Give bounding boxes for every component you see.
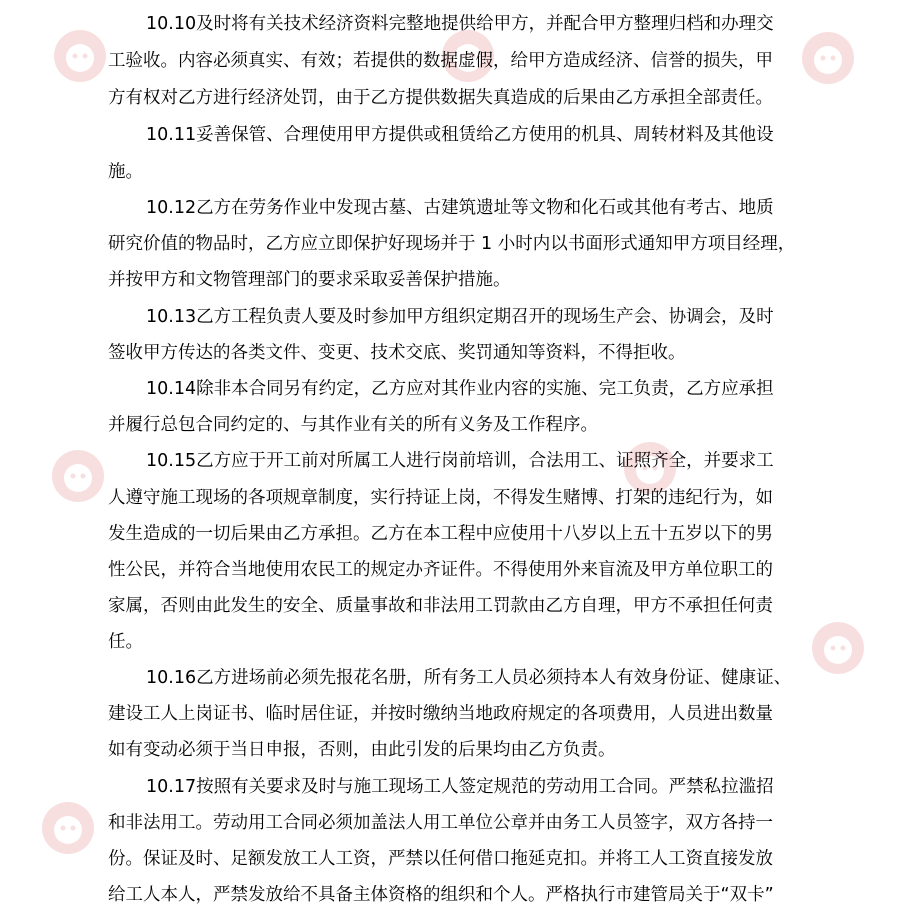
paragraph-10-16-line-3: 如有变动必须于当日申报，否则，由此引发的后果均由乙方负责。 bbox=[108, 740, 616, 760]
paragraph-10-13-line-2: 签收甲方传达的各类文件、变更、技术交底、奖罚通知等资料，不得拒收。 bbox=[108, 343, 686, 363]
clause-number: 10.13 bbox=[146, 307, 197, 327]
paragraph-10-17-line-4: 给工人本人，严禁发放给不具备主体资格的组织和个人。严格执行市建管局关于“双卡” bbox=[108, 885, 774, 905]
paragraph-10-15-line-1 bbox=[146, 451, 774, 471]
paragraph-10-11-line-2: 施。 bbox=[108, 162, 143, 182]
clause-text: 乙方在劳务作业中发现古墓、古建筑遗址等文物和化石或其他有考古、地质 bbox=[196, 198, 774, 218]
paragraph-10-15-line-4: 性公民，并符合当地使用农民工的规定办齐证件。不得使用外来盲流及甲方单位职工的 bbox=[108, 560, 773, 580]
clause-text: 乙方工程负责人要及时参加甲方组织定期召开的现场生产会、协调会，及时 bbox=[196, 307, 774, 327]
paragraph-10-10-line-2: 工验收。内容必须真实、有效；若提供的数据虚假，给甲方造成经济、信誉的损失，甲 bbox=[108, 51, 773, 71]
paragraph-10-16-line-2: 建设工人上岗证书、临时居住证，并按时缴纳当地政府规定的各项费用，人员进出数量 bbox=[108, 704, 773, 724]
clause-text: 乙方应于开工前对所属工人进行岗前培训，合法用工、证照齐全，并要求工 bbox=[196, 451, 774, 471]
paragraph-10-17-line-1 bbox=[146, 777, 774, 797]
paragraph-10-12-line-2: 研究价值的物品时，乙方应立即保护好现场并于 1 小时内以书面形式通知甲方项目经理， bbox=[108, 234, 796, 254]
paragraph-10-17-line-2: 和非法用工。劳动用工合同必须加盖法人用工单位公章并由务工人员签字，双方各持一 bbox=[108, 813, 773, 833]
paragraph-10-12-line-3: 并按甲方和文物管理部门的要求采取妥善保护措施。 bbox=[108, 270, 511, 290]
watermark-logo-icon bbox=[50, 448, 106, 504]
paragraph-10-11-line-1 bbox=[146, 125, 774, 145]
clause-number: 10.16 bbox=[146, 668, 197, 688]
watermark-logo-icon bbox=[800, 30, 856, 86]
paragraph-10-14-line-1 bbox=[146, 379, 774, 399]
paragraph-10-10-line-3: 方有权对乙方进行经济处罚，由于乙方提供数据失真造成的后果由乙方承担全部责任。 bbox=[108, 88, 773, 108]
watermark-logo-icon bbox=[52, 28, 108, 84]
clause-number: 10.12 bbox=[146, 198, 197, 218]
clause-number: 10.17 bbox=[146, 777, 197, 797]
clause-number: 10.15 bbox=[146, 451, 197, 471]
clause-number: 10.10 bbox=[146, 14, 197, 34]
paragraph-10-15-line-6: 任。 bbox=[108, 632, 143, 652]
paragraph-10-12-line-1 bbox=[146, 198, 774, 218]
paragraph-10-13-line-1 bbox=[146, 307, 774, 327]
clause-text: 妥善保管、合理使用甲方提供或租赁给乙方使用的机具、周转材料及其他设 bbox=[196, 125, 774, 145]
clause-number: 10.14 bbox=[146, 379, 197, 399]
clause-text: 除非本合同另有约定，乙方应对其作业内容的实施、完工负责，乙方应承担 bbox=[196, 379, 774, 399]
paragraph-10-10-line-1 bbox=[146, 14, 774, 34]
paragraph-10-15-line-3: 发生造成的一切后果由乙方承担。乙方在本工程中应使用十八岁以上五十五岁以下的男 bbox=[108, 524, 773, 544]
paragraph-10-14-line-2: 并履行总包合同约定的、与其作业有关的所有义务及工作程序。 bbox=[108, 415, 598, 435]
paragraph-10-17-line-3: 份。保证及时、足额发放工人工资，严禁以任何借口拖延克扣。并将工人工资直接发放 bbox=[108, 849, 773, 869]
paragraph-10-16-line-1 bbox=[146, 668, 791, 688]
paragraph-10-15-line-5: 家属，否则由此发生的安全、质量事故和非法用工罚款由乙方自理，甲方不承担任何责 bbox=[108, 596, 773, 616]
clause-text: 按照有关要求及时与施工现场工人签定规范的劳动用工合同。严禁私拉滥招 bbox=[196, 777, 774, 797]
paragraph-10-15-line-2: 人遵守施工现场的各项规章制度，实行持证上岗，不得发生赌博、打架的违纪行为，如 bbox=[108, 488, 773, 508]
watermark-logo-icon bbox=[810, 620, 866, 676]
clause-text: 及时将有关技术经济资料完整地提供给甲方，并配合甲方整理归档和办理交 bbox=[196, 14, 774, 34]
clause-text: 乙方进场前必须先报花名册，所有务工人员必须持本人有效身份证、健康证、 bbox=[196, 668, 792, 688]
clause-number: 10.11 bbox=[146, 125, 197, 145]
watermark-logo-icon bbox=[40, 800, 96, 856]
